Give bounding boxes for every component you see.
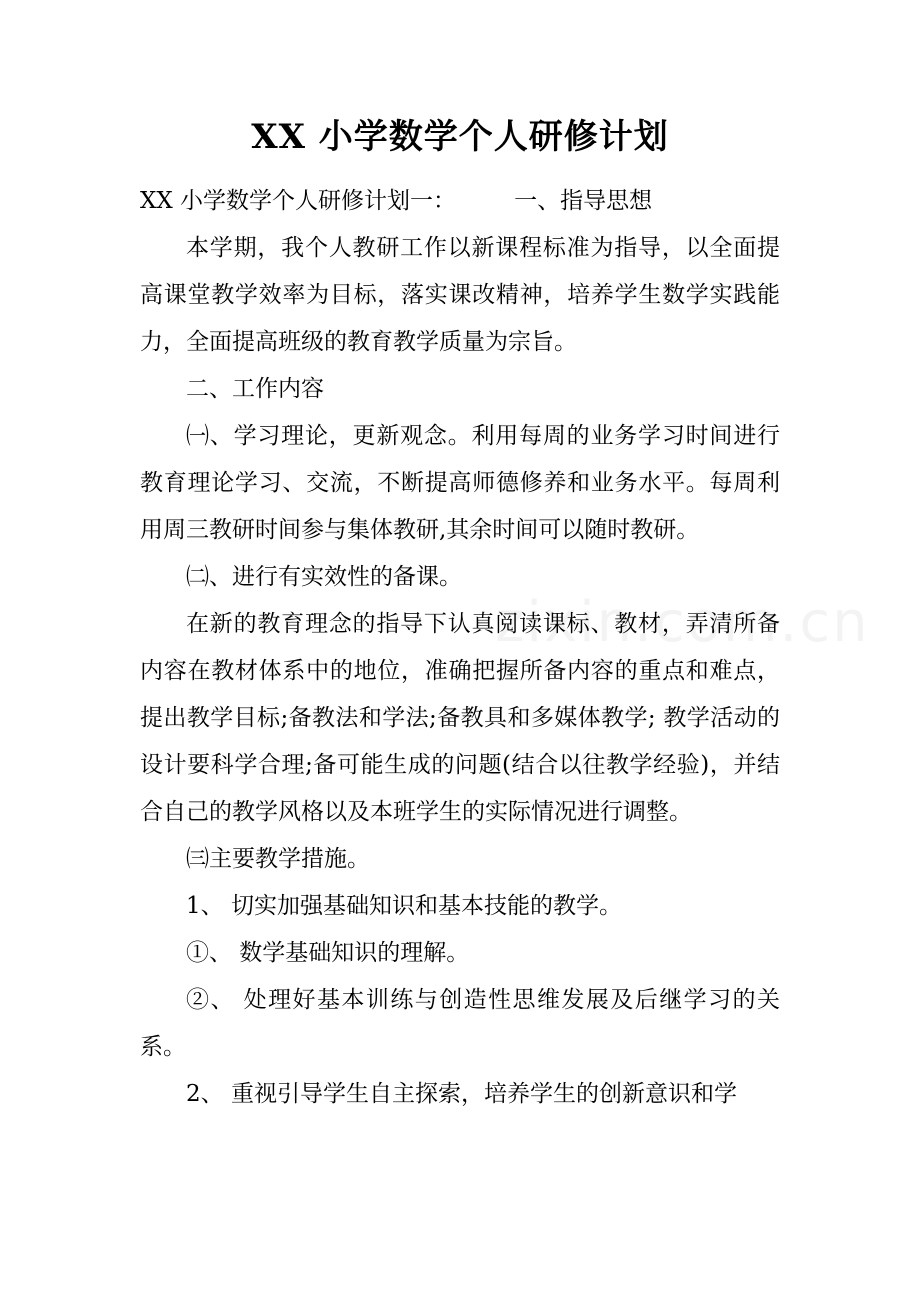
paragraph-lesson-prep-detail: 在新的教育理念的指导下认真阅读课标、教材，弄清所备内容在教材体系中的地位，准确把握所备内容的重点和难点， 提出教学目标;备教法和学法;备教具和多媒体教学; 教学活动的设计要科学合理;备可能生成的问题(结合以往教学经验)，并结合自己的教学风格以及本班学生的实际情况进行调整。 xyxy=(140,611,780,825)
list-item-1: 1、 切实加强基础知识和基本技能的教学。 xyxy=(186,893,622,919)
intro-line xyxy=(140,178,780,225)
list-item-2: 2、 重视引导学生自主探索，培养学生的创新意识和学 xyxy=(186,1081,737,1107)
list-item-1-a: ①、 数学基础知识的理解。 xyxy=(186,940,470,966)
section-heading-guiding-thought: 一、指导思想 xyxy=(514,188,653,214)
paragraph-guiding-thought: 本学期，我个人教研工作以新课程标准为指导，以全面提高课堂教学效率为目标，落实课改精神，培养学生数学实践能力，全面提高班级的教育教学质量为宗旨。 xyxy=(140,235,780,355)
list-item-1-b: ②、 处理好基本训练与创造性思维发展及后继学习的关系。 xyxy=(140,987,780,1060)
document-title: XX 小学数学个人研修计划 xyxy=(251,117,669,157)
intro-left: XX 小学数学个人研修计划一： xyxy=(140,188,457,214)
paragraph-study-theory: ㈠、学习理论，更新观念。利用每周的业务学习时间进行教育理论学习、交流，不断提高师德修养和业务水平。每周利用周三教研时间参与集体教研,其余时间可以随时教研。 xyxy=(140,423,780,543)
section-heading-work-content: 二、工作内容 xyxy=(186,376,324,402)
paragraph-teaching-measures: ㈢主要教学措施。 xyxy=(186,846,370,872)
paragraph-effective-lesson-prep: ㈡、进行有实效性的备课。 xyxy=(186,564,462,590)
document-body xyxy=(140,178,780,1118)
